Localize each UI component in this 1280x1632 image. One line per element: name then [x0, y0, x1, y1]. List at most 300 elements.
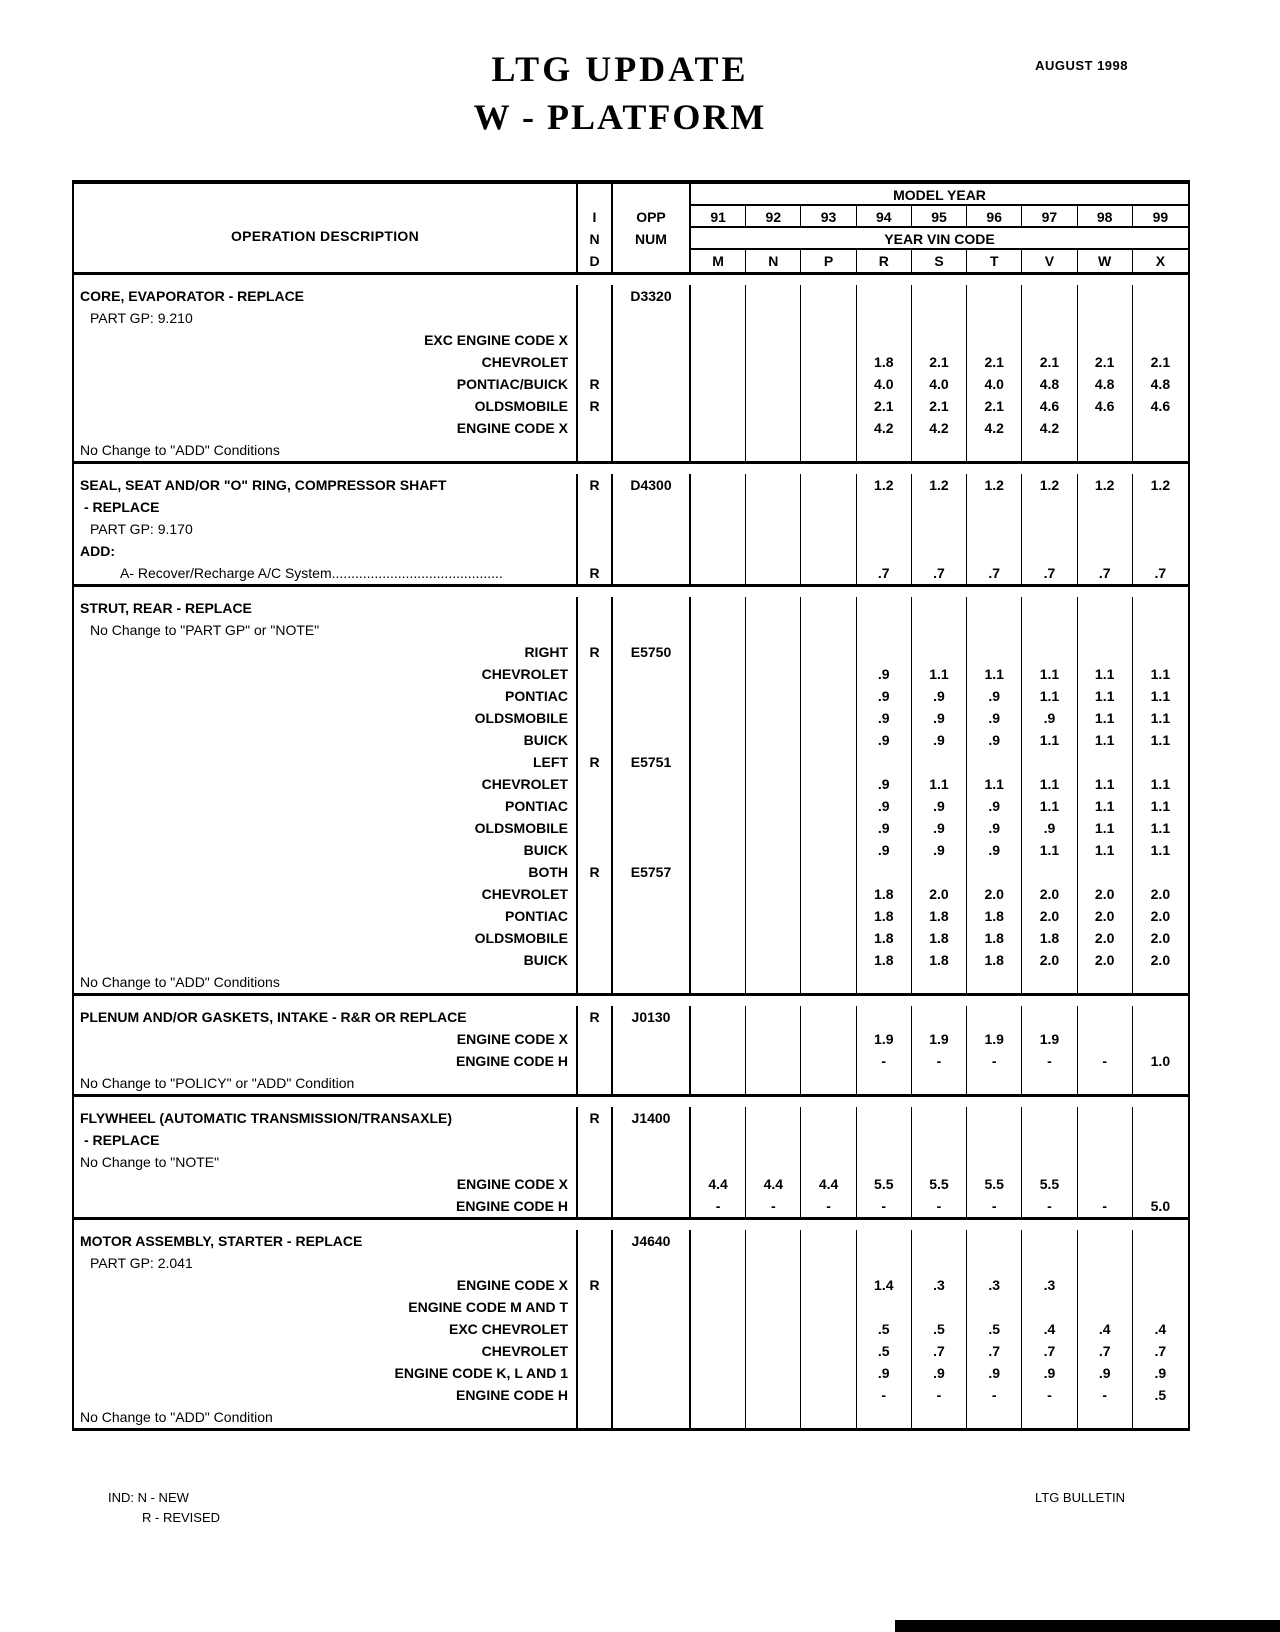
value-cell: 1.8 [967, 927, 1022, 949]
value-cell [691, 496, 746, 518]
ind-cell [578, 1406, 613, 1428]
value-cell: 4.2 [967, 417, 1022, 439]
year-cell: 91 [691, 206, 746, 228]
table-row [74, 1050, 1188, 1072]
value-cell [1133, 329, 1188, 351]
value-cell [967, 971, 1022, 993]
value-cell: 1.1 [1078, 707, 1133, 729]
num-label: NUM [635, 231, 667, 247]
value-cell: 2.0 [1078, 883, 1133, 905]
value-cell: .3 [912, 1274, 967, 1296]
operation-description-header: OPERATION DESCRIPTION [74, 184, 578, 272]
table-row [74, 1362, 1188, 1384]
value-cell [1133, 1296, 1188, 1318]
ind-cell [578, 927, 613, 949]
value-cell [801, 597, 856, 619]
value-cell: - [857, 1384, 912, 1406]
value-cell: .3 [967, 1274, 1022, 1296]
opp-num-cell [613, 1362, 691, 1384]
table-row [74, 1230, 1188, 1252]
table-row [74, 883, 1188, 905]
value-cell [857, 1006, 912, 1028]
value-cell [746, 1107, 801, 1129]
value-cell [746, 1384, 801, 1406]
opp-num-cell [613, 518, 691, 540]
value-cell [746, 927, 801, 949]
op-desc-cell: PONTIAC [74, 685, 578, 707]
value-cell [912, 1230, 967, 1252]
ind-cell [578, 1296, 613, 1318]
value-cell: 1.8 [912, 949, 967, 971]
value-cell [857, 307, 912, 329]
value-cell [801, 795, 856, 817]
value-cell: 2.0 [1078, 927, 1133, 949]
value-cell: - [801, 1195, 856, 1217]
table-row [74, 663, 1188, 685]
value-cell: - [1078, 1195, 1133, 1217]
ind-cell [578, 1252, 613, 1274]
table-section [74, 996, 1188, 1097]
ind-cell [578, 439, 613, 461]
year-cell: 98 [1078, 206, 1133, 228]
value-cell [746, 1340, 801, 1362]
value-cell [746, 417, 801, 439]
value-cell: 2.0 [1150, 908, 1171, 924]
value-cell: .7 [1022, 1340, 1077, 1362]
value-cell [691, 817, 746, 839]
table-row [74, 417, 1188, 439]
value-cell [1022, 1151, 1077, 1173]
value-cell [912, 619, 967, 641]
value-cell: 1.8 [857, 351, 912, 373]
ind-cell: R [578, 474, 613, 496]
table-section [74, 1220, 1188, 1431]
op-desc-cell: No Change to "ADD" Condition [74, 1406, 578, 1428]
value-cell [746, 496, 801, 518]
value-cell [1133, 1173, 1188, 1195]
value-cell: 4.6 [1022, 395, 1077, 417]
ind-cell [578, 773, 613, 795]
op-desc-cell: ENGINE CODE H [74, 1384, 578, 1406]
table-row [74, 773, 1188, 795]
value-cell: 2.1 [1150, 354, 1171, 370]
vin-code-cell: V [1022, 250, 1077, 272]
value-cell [691, 540, 746, 562]
opp-num-cell [613, 1072, 691, 1094]
value-cell: 1.1 [1078, 685, 1133, 707]
value-cell: - [857, 1050, 912, 1072]
op-desc-cell: ENGINE CODE H [74, 1050, 578, 1072]
ind-cell [578, 685, 613, 707]
value-cell: 4.4 [801, 1173, 856, 1195]
opp-num-cell [613, 839, 691, 861]
opp-num-cell [613, 949, 691, 971]
ind-cell [578, 795, 613, 817]
value-cell [1133, 1406, 1188, 1428]
ind-cell [578, 663, 613, 685]
value-cell: 1.1 [1078, 839, 1133, 861]
value-cell [857, 329, 912, 351]
table-row [74, 1151, 1188, 1173]
opp-num-cell [613, 1050, 691, 1072]
table-row [74, 307, 1188, 329]
value-cell [1133, 751, 1188, 773]
value-cell [801, 395, 856, 417]
value-cell: .9 [912, 685, 967, 707]
value-cell [1022, 619, 1077, 641]
opp-num-cell [613, 883, 691, 905]
value-cell [801, 729, 856, 751]
value-cell [967, 1072, 1022, 1094]
table-row [74, 373, 1188, 395]
value-cell [801, 1296, 856, 1318]
opp-num-cell [613, 619, 691, 641]
op-desc-cell: OLDSMOBILE [74, 395, 578, 417]
value-cell [1133, 1252, 1188, 1274]
ltg-table-body [74, 275, 1188, 1431]
ind-cell [578, 307, 613, 329]
table-row [74, 395, 1188, 417]
value-cell [1078, 1274, 1133, 1296]
value-cell [1022, 597, 1077, 619]
value-cell [746, 1252, 801, 1274]
value-cell [967, 1252, 1022, 1274]
value-cell: 1.8 [857, 949, 912, 971]
value-cell [691, 1050, 746, 1072]
value-cell: - [967, 1384, 1022, 1406]
value-cell: 1.9 [1022, 1028, 1077, 1050]
value-cell [801, 641, 856, 663]
ind-cell [578, 949, 613, 971]
value-cell [1078, 1129, 1133, 1151]
value-cell: - [912, 1384, 967, 1406]
value-cell [1133, 1028, 1188, 1050]
value-cell [691, 1151, 746, 1173]
value-cell [801, 1362, 856, 1384]
model-year-header [691, 184, 1188, 272]
value-cell [691, 729, 746, 751]
value-cell: 5.0 [1150, 1198, 1171, 1214]
table-row [74, 1107, 1188, 1129]
value-cell [912, 496, 967, 518]
table-row [74, 685, 1188, 707]
value-cell: 2.0 [1078, 905, 1133, 927]
value-cell [691, 773, 746, 795]
table-row [74, 729, 1188, 751]
value-cell [801, 562, 856, 584]
opp-num-cell [613, 439, 691, 461]
value-cell [1078, 751, 1133, 773]
value-cell [912, 1006, 967, 1028]
op-desc-cell: PONTIAC/BUICK [74, 373, 578, 395]
value-cell [746, 474, 801, 496]
value-cell [746, 540, 801, 562]
value-cell: 2.1 [967, 351, 1022, 373]
value-cell [746, 729, 801, 751]
value-cell [801, 1072, 856, 1094]
value-cell [691, 285, 746, 307]
value-cell [691, 971, 746, 993]
table-row [74, 817, 1188, 839]
value-cell [746, 751, 801, 773]
value-cell: .7 [967, 562, 1022, 584]
value-cell: 1.1 [1078, 795, 1133, 817]
ind-cell [578, 1384, 613, 1406]
value-cell: .9 [967, 817, 1022, 839]
value-cell [857, 1129, 912, 1151]
value-cell [746, 883, 801, 905]
value-cell: - [1022, 1195, 1077, 1217]
op-desc-cell: BUICK [74, 729, 578, 751]
value-cell [801, 329, 856, 351]
value-cell: 2.0 [1022, 949, 1077, 971]
value-cell [1078, 1072, 1133, 1094]
opp-num-cell [613, 540, 691, 562]
value-cell: 1.2 [912, 474, 967, 496]
table-row [74, 540, 1188, 562]
table-row [74, 1072, 1188, 1094]
value-cell [746, 1028, 801, 1050]
value-cell: .9 [912, 729, 967, 751]
value-cell: .7 [1078, 562, 1133, 584]
value-cell [857, 1107, 912, 1129]
value-cell [967, 1406, 1022, 1428]
value-cell: 1.1 [1022, 663, 1077, 685]
value-cell [691, 1318, 746, 1340]
ind-cell [578, 329, 613, 351]
value-cell: .9 [857, 817, 912, 839]
value-cell [1022, 285, 1077, 307]
value-cell: 4.4 [746, 1173, 801, 1195]
value-cell [1022, 329, 1077, 351]
value-cell [1022, 1107, 1077, 1129]
table-row [74, 751, 1188, 773]
value-cell [746, 1406, 801, 1428]
opp-num-cell: E5757 [613, 861, 691, 883]
value-cell: 1.8 [857, 883, 912, 905]
value-cell [801, 949, 856, 971]
value-cell [691, 839, 746, 861]
value-cell: 4.4 [691, 1173, 746, 1195]
value-cell [1078, 1151, 1133, 1173]
ind-letter-i: I [592, 209, 597, 225]
value-cell [857, 597, 912, 619]
value-cell: .5 [857, 1340, 912, 1362]
op-desc-cell: PART GP: 9.210 [74, 307, 578, 329]
op-desc-cell: LEFT [74, 751, 578, 773]
table-row [74, 927, 1188, 949]
value-cell [746, 1006, 801, 1028]
table-section [74, 1097, 1188, 1220]
value-cell [1133, 496, 1188, 518]
ind-cell [578, 1072, 613, 1094]
op-desc-cell: PART GP: 2.041 [74, 1252, 578, 1274]
value-cell: 1.1 [1078, 729, 1133, 751]
value-cell [801, 1028, 856, 1050]
table-row [74, 285, 1188, 307]
value-cell [1078, 641, 1133, 663]
ind-cell: R [578, 641, 613, 663]
value-cell: 5.5 [1022, 1173, 1077, 1195]
value-cell [1022, 496, 1077, 518]
opp-num-cell [613, 1195, 691, 1217]
value-cell [746, 795, 801, 817]
title-line-1: LTG UPDATE [491, 49, 749, 89]
value-cell [746, 351, 801, 373]
ind-letter-d: D [589, 253, 600, 269]
value-cell [801, 663, 856, 685]
ind-cell [578, 839, 613, 861]
value-cell [746, 285, 801, 307]
value-cell [912, 971, 967, 993]
op-desc-cell: No Change to "NOTE" [74, 1151, 578, 1173]
vin-code-row [691, 250, 1188, 272]
value-cell [967, 1006, 1022, 1028]
op-desc-cell: PLENUM AND/OR GASKETS, INTAKE - R&R OR REPLACE [74, 1006, 578, 1028]
value-cell [1133, 1230, 1188, 1252]
value-cell [912, 641, 967, 663]
value-cell [691, 641, 746, 663]
table-row [74, 795, 1188, 817]
op-desc-cell: MOTOR ASSEMBLY, STARTER - REPLACE [74, 1230, 578, 1252]
value-cell: - [967, 1195, 1022, 1217]
value-cell [691, 1406, 746, 1428]
opp-num-cell [613, 1340, 691, 1362]
op-desc-cell: ENGINE CODE H [74, 1195, 578, 1217]
value-cell: 1.1 [1022, 795, 1077, 817]
value-cell [1133, 861, 1188, 883]
value-cell [857, 971, 912, 993]
value-cell [857, 619, 912, 641]
value-cell: 4.0 [912, 373, 967, 395]
value-cell [1133, 417, 1188, 439]
value-cell [912, 1296, 967, 1318]
value-cell [691, 351, 746, 373]
value-cell [857, 540, 912, 562]
table-row [74, 474, 1188, 496]
value-cell [1022, 1296, 1077, 1318]
value-cell [1133, 1274, 1188, 1296]
value-cell: .9 [1078, 1362, 1133, 1384]
value-cell [912, 1406, 967, 1428]
table-row [74, 1252, 1188, 1274]
value-cell: .3 [1022, 1274, 1077, 1296]
vin-code-cell: T [967, 250, 1022, 272]
legend [108, 1490, 220, 1525]
value-cell [801, 307, 856, 329]
ind-cell [578, 1028, 613, 1050]
op-desc-cell: PONTIAC [74, 795, 578, 817]
value-cell [1078, 307, 1133, 329]
value-cell [801, 1340, 856, 1362]
value-cell [967, 619, 1022, 641]
value-cell [1022, 1406, 1077, 1428]
value-cell [691, 1384, 746, 1406]
value-cell: 1.1 [1022, 839, 1077, 861]
value-cell: .7 [912, 1340, 967, 1362]
opp-label: OPP [636, 209, 666, 225]
value-cell [691, 663, 746, 685]
value-cell [1078, 1406, 1133, 1428]
opp-num-cell [613, 597, 691, 619]
value-cell: 1.2 [1150, 477, 1171, 493]
opp-num-cell: J4640 [613, 1230, 691, 1252]
table-row [74, 1384, 1188, 1406]
value-cell [801, 685, 856, 707]
value-cell [1133, 1072, 1188, 1094]
value-cell [691, 373, 746, 395]
value-cell: 1.8 [912, 927, 967, 949]
value-cell: .9 [967, 839, 1022, 861]
value-cell [746, 707, 801, 729]
table-row [74, 1340, 1188, 1362]
value-cell: .9 [912, 707, 967, 729]
value-cell [1078, 861, 1133, 883]
opp-num-cell [613, 562, 691, 584]
value-cell [1078, 518, 1133, 540]
value-cell [1022, 1129, 1077, 1151]
opp-num-cell [613, 1151, 691, 1173]
op-desc-cell: BOTH [74, 861, 578, 883]
value-cell: 2.0 [1150, 886, 1171, 902]
value-cell: .9 [857, 729, 912, 751]
value-cell [857, 439, 912, 461]
value-cell: 4.2 [1022, 417, 1077, 439]
value-cell [691, 597, 746, 619]
value-cell: 4.6 [1078, 395, 1133, 417]
value-cell [1133, 1006, 1188, 1028]
value-cell [912, 861, 967, 883]
value-cell [1078, 417, 1133, 439]
value-cell [857, 751, 912, 773]
ind-cell: R [578, 751, 613, 773]
opp-num-cell [613, 373, 691, 395]
value-cell: .9 [1022, 1362, 1077, 1384]
value-cell [967, 1230, 1022, 1252]
value-cell [1133, 619, 1188, 641]
op-desc-cell: EXC ENGINE CODE X [74, 329, 578, 351]
value-cell [801, 1406, 856, 1428]
value-cell [746, 1318, 801, 1340]
value-cell: 1.1 [1150, 776, 1171, 792]
value-cell [857, 1151, 912, 1173]
table-row [74, 597, 1188, 619]
value-cell: .7 [1154, 1343, 1167, 1359]
opp-num-cell [613, 1173, 691, 1195]
value-cell [691, 1230, 746, 1252]
op-desc-cell: BUICK [74, 839, 578, 861]
ind-cell [578, 285, 613, 307]
ind-cell [578, 1230, 613, 1252]
op-desc-cell: PART GP: 9.170 [74, 518, 578, 540]
value-cell: 4.2 [857, 417, 912, 439]
value-cell [691, 1129, 746, 1151]
value-cell [691, 619, 746, 641]
value-cell: 4.8 [1150, 376, 1171, 392]
table-row [74, 1129, 1188, 1151]
value-cell: 1.1 [1022, 729, 1077, 751]
value-cell [1133, 518, 1188, 540]
year-cell: 93 [801, 206, 856, 228]
opp-num-cell [613, 729, 691, 751]
opp-num-cell [613, 1296, 691, 1318]
value-cell: 2.0 [1022, 883, 1077, 905]
value-cell [801, 883, 856, 905]
value-cell [967, 285, 1022, 307]
value-cell [801, 619, 856, 641]
opp-num-cell: J1400 [613, 1107, 691, 1129]
table-row [74, 707, 1188, 729]
